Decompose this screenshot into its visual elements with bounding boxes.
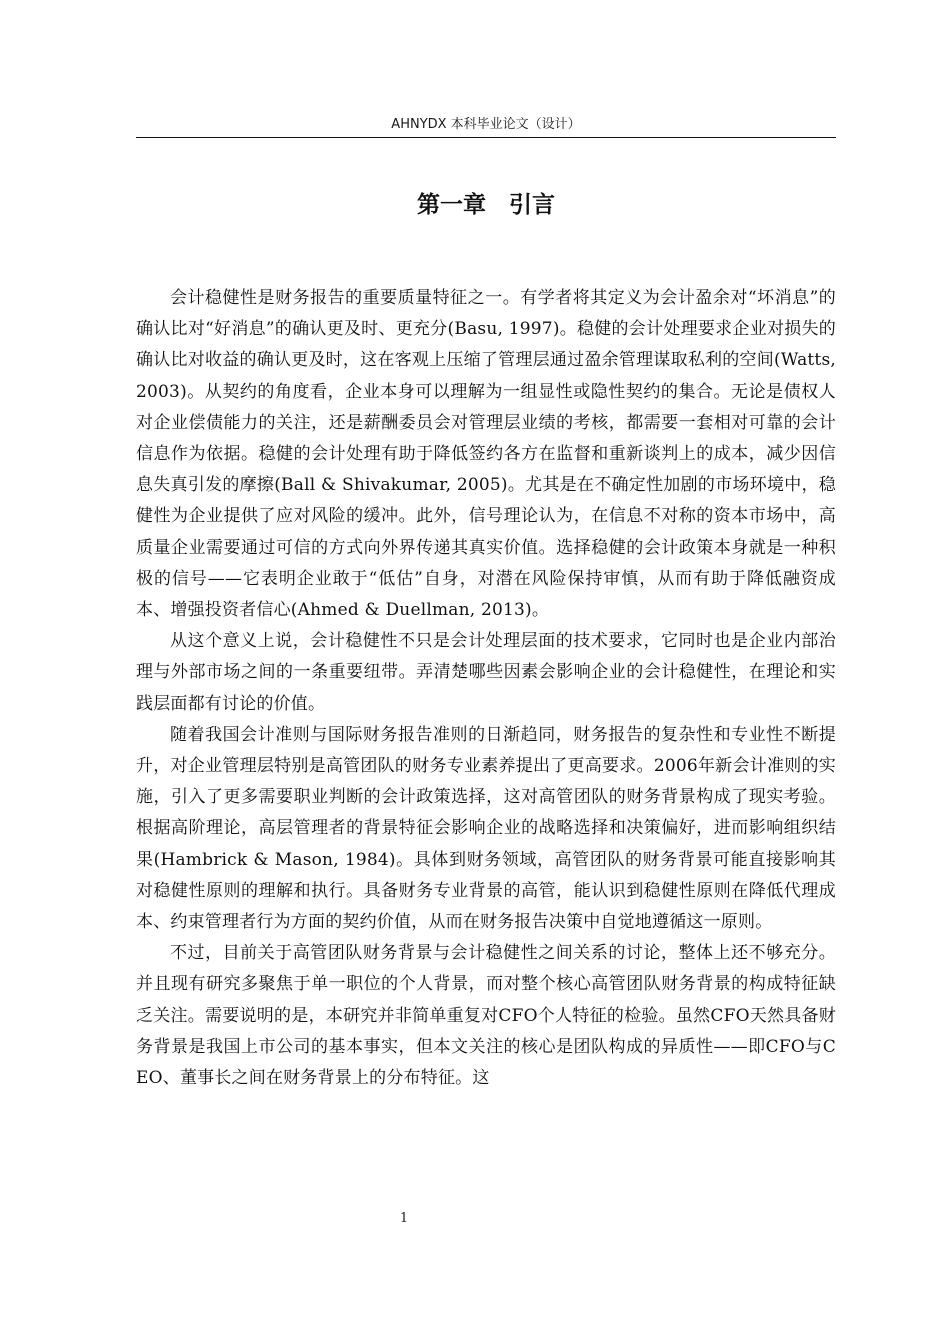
paragraph-3: 随着我国会计准则与国际财务报告准则的日渐趋同，财务报告的复杂性和专业性不断提升，对企业管理层特别是高管团队的财务专业素养提出了更高要求。2006年新会计准则的实施，引入了更多需要职业判断的会计政策选择，这对高管团队的财务背景构成了现实考验。根据高阶理论，高层管理者的背景特征会影响企业的战略选择和决策偏好，进而影响组织结果(Hambrick & Mason, 1984)。具体到财务领域，高管团队的财务背景可能直接影响其对稳健性原则的理解和执行。具备财务专业背景的高管，能认识到稳健性原则在降低代理成本、约束管理者行为方面的契约价值，从而在财务报告决策中自觉地遵循这一原则。 (136, 724, 836, 933)
running-header: AHNYDX 本科毕业论文（设计） (391, 117, 581, 132)
paragraph-2: 从这个意义上说，会计稳健性不只是会计处理层面的技术要求，它同时也是企业内部治理与外部市场之间的一条重要纽带。弄清楚哪些因素会影响企业的会计稳健性，在理论和实践层面都有讨论的价值。 (136, 631, 836, 714)
body-text (136, 283, 836, 1094)
chapter-title: 第一章 引言 (417, 192, 555, 219)
header-rule (136, 137, 836, 138)
page-number: 1 (399, 1211, 409, 1226)
paragraph-1: 会计稳健性是财务报告的重要质量特征之一。有学者将其定义为会计盈余对“坏消息”的确认比对“好消息”的确认更及时、更充分(Basu, 1997)。稳健的会计处理要求企业对损失的确认比对收益的确认更及时，这在客观上压缩了管理层通过盈余管理谋取私利的空间(Watts, 2003)。从契约的角度看，企业本身可以理解为一组显性或隐性契约的集合。无论是债权人对企业偿债能力的关注，还是薪酬委员会对管理层业绩的考核，都需要一套相对可靠的会计信息作为依据。稳健的会计处理有助于降低签约各方在监督和重新谈判上的成本，减少因信息失真引发的摩擦(Ball & Shivakumar, 2005)。尤其是在不确定性加剧的市场环境中，稳健性为企业提供了应对风险的缓冲。此外，信号理论认为，在信息不对称的资本市场中，高质量企业需要通过可信的方式向外界传递其真实价值。选择稳健的会计政策本身就是一种积极的信号——它表明企业敢于“低估”自身，对潜在风险保持审慎，从而有助于降低融资成本、增强投资者信心(Ahmed & Duellman, 2013)。 (136, 288, 836, 621)
paragraph-4: 不过，目前关于高管团队财务背景与会计稳健性之间关系的讨论，整体上还不够充分。并且现有研究多聚焦于单一职位的个人背景，而对整个核心高管团队财务背景的构成特征缺乏关注。需要说明的是，本研究并非简单重复对CFO个人特征的检验。虽然CFO天然具备财务背景是我国上市公司的基本事实，但本文关注的核心是团队构成的异质性——即CFO与CEO、董事长之间在财务背景上的分布特征。这 (136, 943, 836, 1089)
